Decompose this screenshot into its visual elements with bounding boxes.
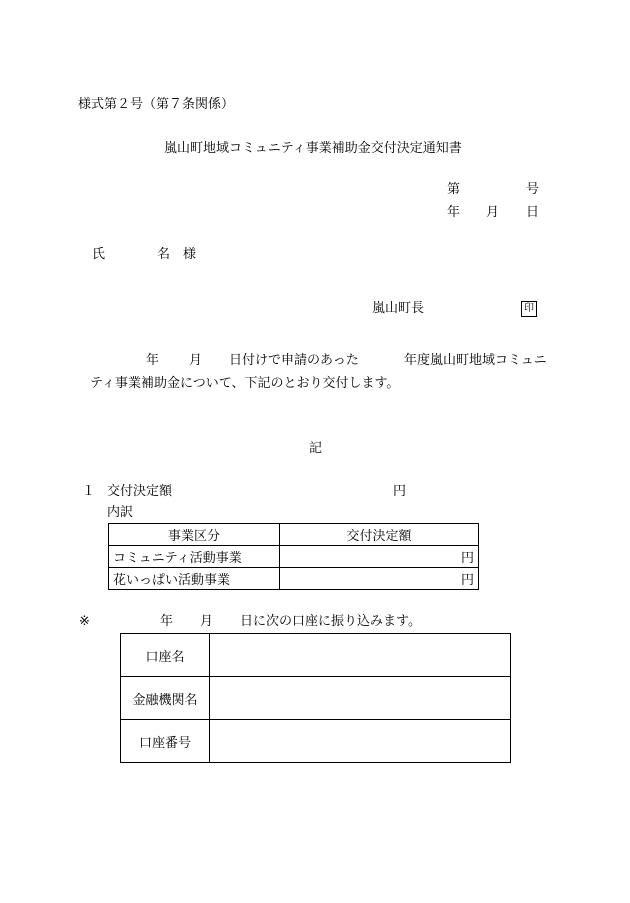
- item1-label: 交付決定額: [107, 484, 173, 499]
- addressee-shi: 氏: [92, 247, 106, 262]
- item1-number: １: [82, 484, 96, 499]
- item1-unit: 円: [393, 484, 407, 499]
- date-day: 日: [526, 205, 540, 220]
- note-year: 年: [160, 614, 174, 629]
- account-name-value: [210, 634, 511, 677]
- table-header-row: [109, 524, 479, 546]
- body-month: 月: [189, 353, 203, 368]
- account-table: [120, 633, 511, 763]
- addressee-mei: 名: [157, 247, 171, 262]
- bank-name-label: 金融機関名: [121, 677, 210, 720]
- note-text: 日に次の口座に振り込みます。: [240, 614, 421, 629]
- row-amount: 円: [280, 546, 479, 568]
- table-row: [109, 568, 479, 590]
- addressee-sama: 様: [183, 247, 197, 262]
- account-number-label: 口座番号: [121, 720, 210, 763]
- row-category: コミュニティ活動事業: [109, 546, 280, 568]
- item1-sublabel: 内訳: [107, 505, 134, 520]
- body-fiscal: 年度嵐山町地域コミュニ: [404, 353, 547, 368]
- body-line2: ティ事業補助金について、下記のとおり交付します。: [90, 376, 400, 391]
- seal-stamp: 印: [521, 301, 537, 317]
- row-category: 花いっぱい活動事業: [109, 568, 280, 590]
- table-row: [109, 546, 479, 568]
- row-amount: 円: [280, 568, 479, 590]
- issuer-name: 嵐山町長: [372, 301, 425, 316]
- table-row: [121, 720, 511, 763]
- note-month: 月: [200, 614, 214, 629]
- breakdown-table: [108, 523, 479, 590]
- account-name-label: 口座名: [121, 634, 210, 677]
- ki-heading: 記: [309, 441, 323, 456]
- doc-number-dai: 第: [447, 182, 461, 197]
- date-year: 年: [447, 205, 461, 220]
- table-row: [121, 634, 511, 677]
- table-row: [121, 677, 511, 720]
- date-month: 月: [486, 205, 500, 220]
- body-day-suffix: 日付けで申請のあった: [229, 353, 359, 368]
- note-mark: ※: [79, 614, 90, 629]
- doc-number-go: 号: [526, 182, 540, 197]
- form-number: 様式第２号（第７条関係）: [78, 97, 235, 112]
- header-amount: 交付決定額: [280, 524, 479, 546]
- account-number-value: [210, 720, 511, 763]
- bank-name-value: [210, 677, 511, 720]
- body-year: 年: [146, 353, 160, 368]
- header-category: 事業区分: [109, 524, 280, 546]
- document-title: 嵐山町地域コミュニティ事業補助金交付決定通知書: [164, 141, 462, 156]
